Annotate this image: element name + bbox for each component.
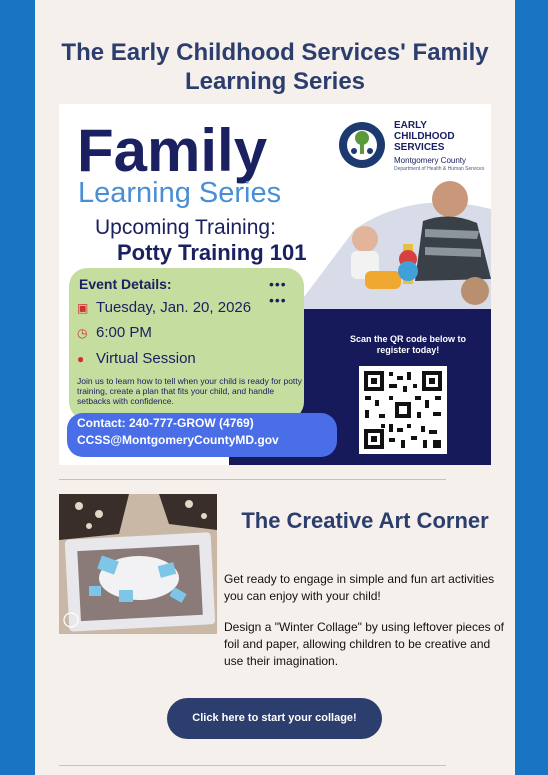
- contact-phone[interactable]: Contact: 240-777-GROW (4769): [77, 416, 254, 430]
- flyer-heading: Family: [77, 117, 268, 184]
- event-description: Join us to learn how to tell when your child is ready for potty training, create a plan that fits your child, and handle setbacks with confidence.: [77, 376, 302, 406]
- logo-county: Montgomery County: [394, 156, 467, 165]
- qr-code[interactable]: [359, 366, 447, 454]
- art-intro-text: Get ready to engage in simple and fun art activities you can enjoy with your child!: [224, 572, 495, 603]
- flyer-subheading: Learning Series: [78, 177, 282, 209]
- event-date: Tuesday, Jan. 20, 2026: [96, 299, 252, 316]
- flyer-upcoming-label: Upcoming Training:: [95, 216, 276, 239]
- dots-decoration-icon: ••• •••: [269, 276, 287, 308]
- art-collage-text: Design a "Winter Collage" by using leftover pieces of foil and paper, allowing children to be creative and use their imagination.: [224, 620, 504, 668]
- calendar-icon: ▣: [77, 301, 89, 315]
- logo-line-3: SERVICES: [394, 142, 445, 153]
- location-pin-icon: ●: [77, 352, 85, 366]
- parent-child-photo: [295, 169, 491, 309]
- art-corner-title: The Creative Art Corner: [241, 508, 489, 533]
- contact-email[interactable]: CCSS@MontgomeryCountyMD.gov: [77, 433, 279, 447]
- flyer-training-topic: Potty Training 101: [117, 240, 307, 265]
- event-location: Virtual Session: [96, 350, 196, 367]
- section-divider-bottom: [59, 765, 446, 766]
- event-date-row: [77, 299, 251, 317]
- email-body: [35, 0, 515, 775]
- section-divider: [59, 479, 446, 480]
- event-location-row: [77, 350, 196, 368]
- logo-line-2: CHILDHOOD: [394, 131, 455, 142]
- scan-instruction: Scan the QR code below to register today!: [349, 334, 466, 355]
- family-learning-flyer[interactable]: [59, 104, 491, 465]
- page-title: The Early Childhood Services' Family Learning Series: [61, 39, 489, 95]
- logo-line-1: EARLY: [394, 120, 427, 131]
- ecs-logo-icon: [339, 122, 385, 168]
- collage-photo: [59, 494, 217, 634]
- start-collage-button[interactable]: Click here to start your collage!: [167, 698, 382, 739]
- clock-icon: ◷: [77, 326, 88, 340]
- logo-department: Department of Health & Human Services: [394, 166, 485, 172]
- event-time: 6:00 PM: [96, 324, 152, 341]
- event-time-row: [77, 324, 152, 342]
- logo-wordmark: [394, 120, 455, 153]
- event-details-title: Event Details:: [79, 276, 172, 292]
